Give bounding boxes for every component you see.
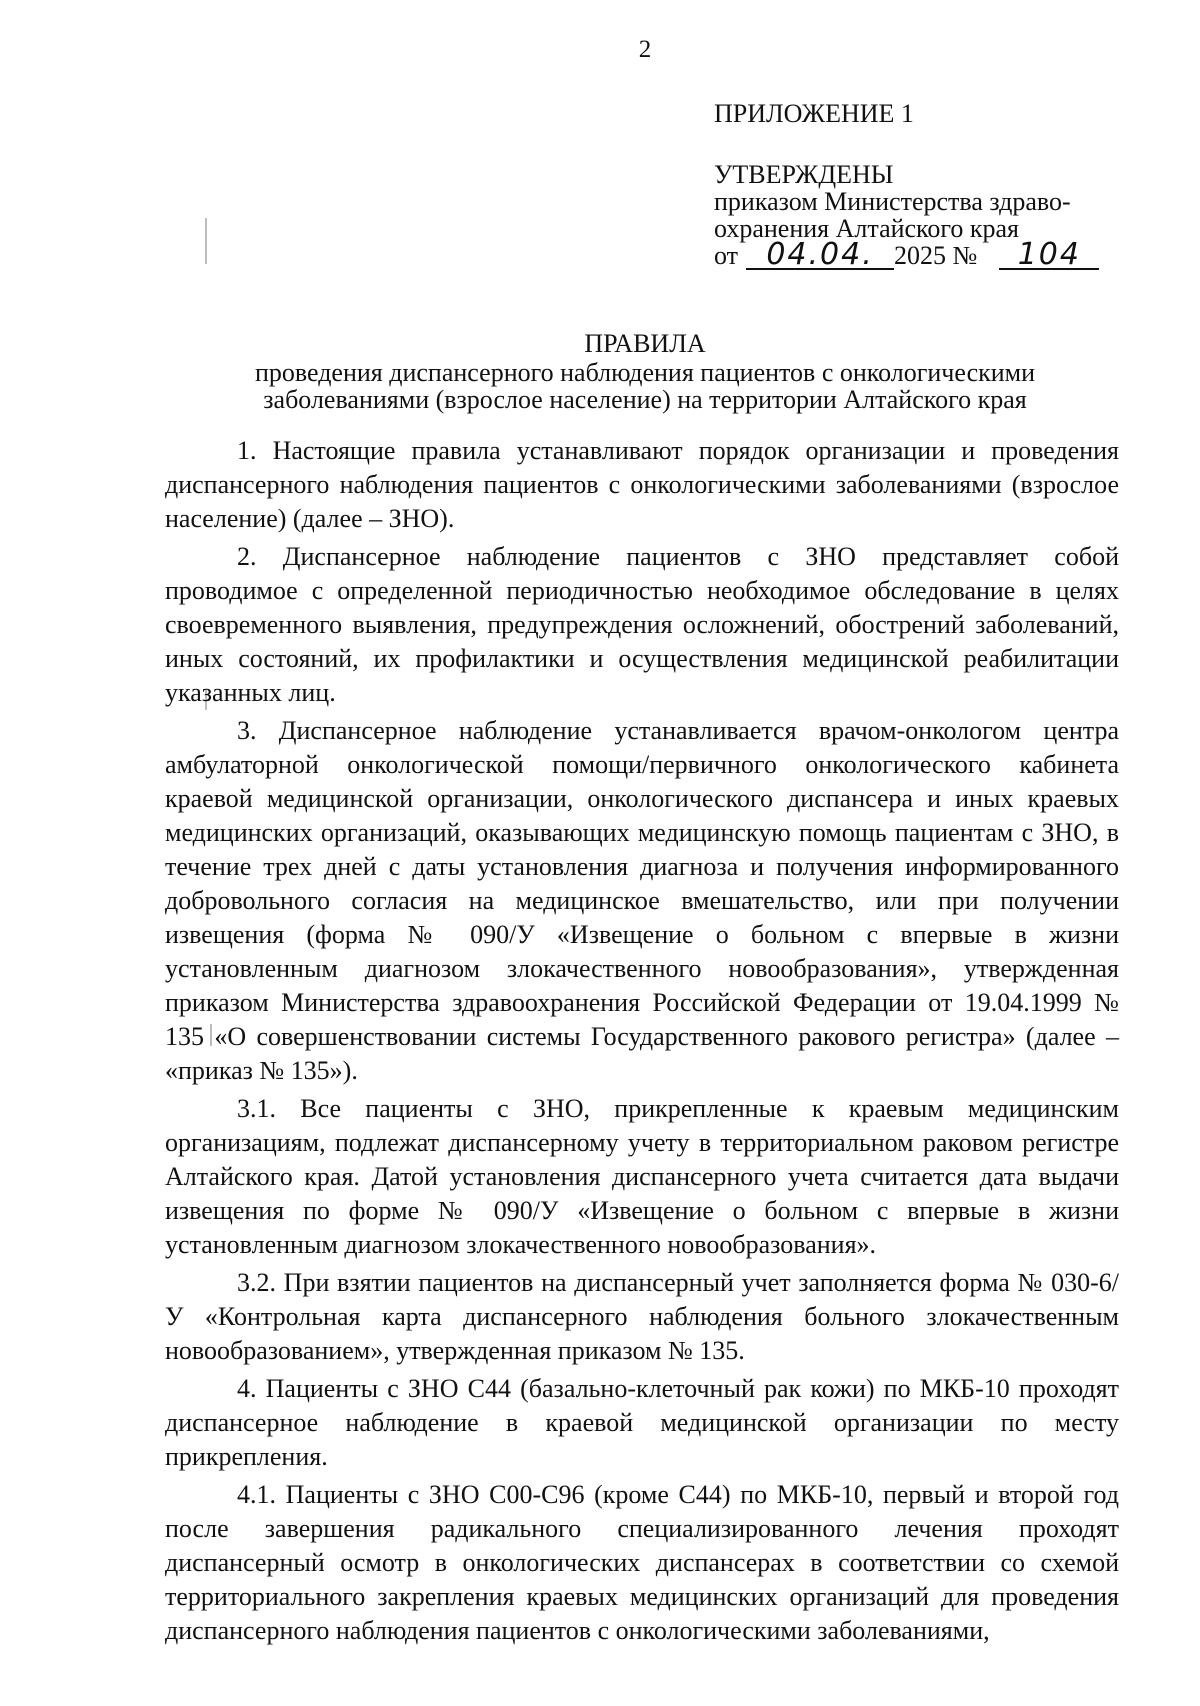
scan-artifact [205,218,207,264]
order-line-1: приказом Министерства здраво- [714,187,1071,216]
document-title: ПРАВИЛА [584,329,706,358]
document-subtitle-line-1: проведения диспансерного наблюдения пациентов с онкологическими [254,358,1036,387]
document-body [165,434,1119,1652]
paragraph-3-1: 3.1. Все пациенты с ЗНО, прикрепленные к краевым медицинским организациям, подлежат диспансерному учету в территориальном раковом регистре Алтайского края. Датой установления диспансерного учета считается дата выдачи извещения по форме № 090/У «Извещение о больном с впервые в жизни установленным диагнозом злокачественного новообразования». [165,1094,1119,1259]
page-number: 2 [638,36,652,63]
appendix-label: ПРИЛОЖЕНИЕ 1 [714,99,914,128]
year-label: 2025 № [894,241,978,270]
document-subtitle-line-2: заболеваниями (взрослое население) на территории Алтайского края [263,385,1027,414]
handwritten-date: 04.04. [746,242,894,270]
handwritten-order-number: 104 [999,242,1099,270]
paragraph-1: 1. Настоящие правила устанавливают порядок организации и проведения диспансерного наблюдения пациентов с онкологическими заболеваниями (взрослое население) (далее – ЗНО). [165,436,1119,533]
from-label: от [714,241,739,270]
order-line-2: охранения Алтайского края [714,214,1020,243]
paragraph-4: 4. Пациенты с ЗНО С44 (базально-клеточный рак кожи) по МКБ-10 проходят диспансерное наблюдение в краевой медицинской организации по месту прикрепления. [165,1374,1119,1471]
paragraph-3: 3. Диспансерное наблюдение устанавливается врачом-онкологом центра амбулаторной онкологической помощи/первичного онкологического кабинета краевой медицинской организации, онкологического диспансера и иных краевых медицинских организаций, оказывающих медицинскую помощь пациентам с ЗНО, в течение трех дней с даты установления диагноза и получения информированного добровольного согласия на медицинское вмешательство, или при получении извещения (форма № 090/У «Извещение о больном с впервые в жизни установленным диагнозом злокачественного новообразования», утвержденная приказом Министерства здравоохранения Российской Федерации от 19.04.1999 № 135 «О совершенствовании системы Государственного ракового регистра» (далее – «приказ № 135»). [165,716,1119,1085]
paragraph-2: 2. Диспансерное наблюдение пациентов с ЗНО представляет собой проводимое с определенной периодичностью необходимое обследование в целях своевременного выявления, предупреждения осложнений, обострений заболеваний, иных состояний, их профилактики и осуществления медицинской реабилитации указанных лиц. [165,542,1119,707]
document-title-block [150,330,1140,413]
approved-label: УТВЕРЖДЕНЫ [714,160,894,189]
order-date-line [714,237,1134,272]
approval-block [714,100,1134,270]
paragraph-4-1: 4.1. Пациенты с ЗНО С00-С96 (кроме С44) по МКБ-10, первый и второй год после завершения радикального специализированного лечения проходят диспансерный осмотр в онкологических диспансерах в соответствии со схемой территориального закрепления краевых медицинских организаций для проведения диспансерного наблюдения пациентов с онкологическими заболеваниями, [165,1480,1119,1645]
paragraph-3-2: 3.2. При взятии пациентов на диспансерный учет заполняется форма № 030-6/У «Контрольная карта диспансерного наблюдения больного злокачественным новообразованием», утвержденная приказом № 135. [165,1268,1119,1365]
